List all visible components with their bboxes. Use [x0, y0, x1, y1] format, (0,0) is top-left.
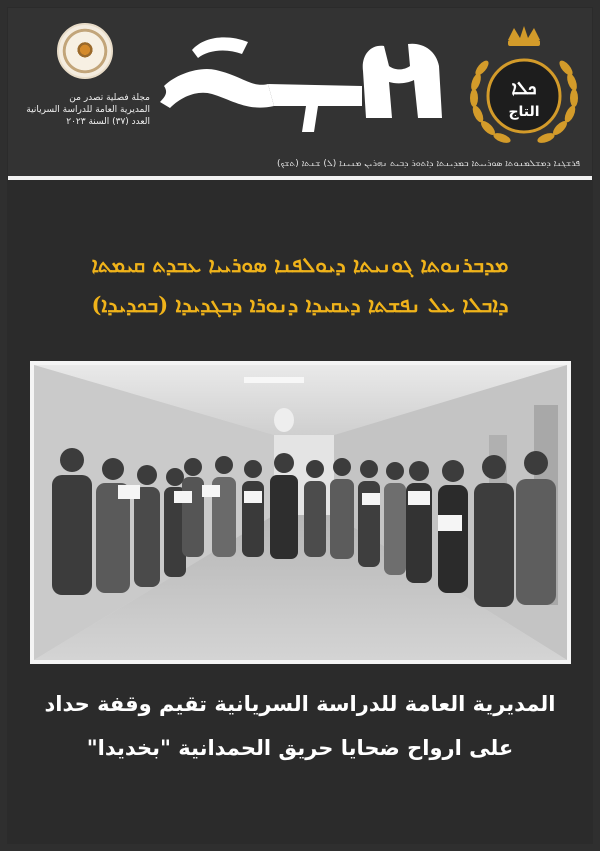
- laurel-crown-emblem: [462, 24, 586, 148]
- group-photo: [34, 365, 567, 660]
- magazine-title-logo: [156, 26, 446, 136]
- syriac-headline-line-1: ܡܕܒܪܢܘܬܐ ܓܘܢܝܬܐ ܕܝܘܠܦܢܐ ܣܘܪܝܝܐ ܥܒܕܬ ܩܝܡܬܐ: [91, 252, 509, 277]
- caption-line-2: على ارواح ضحايا حريق الحمدانية "بخديدا": [86, 736, 514, 760]
- seal-emblem-icon: [73, 39, 97, 63]
- syriac-headline-line-2: ܕܐܒܠܐ ܥܠ ܢܦܫܬܐ ܕܝܩܝܕܐ ܕܢܘܪܐ ܕܒܓܕܝܕܐ (ܒܟܕܝܕܐ): [91, 292, 509, 317]
- masthead-strip: ܦܪܫܓܢܐ ܕܡܫܠܡܢܘܬܐ ܣܘܪܝܝܬܐ ܒܡܕܝܢܬܐ ܕܐܬܘܪ ܕܒܝܬ ܢܗܪܝܢ ܡܢܝܢܐ (ܠ) ܫܢܬܐ (ܬܫܟ): [277, 159, 580, 169]
- laurel-arabic-text: التاج: [508, 104, 540, 120]
- photo-frame: [30, 361, 571, 664]
- caption-line-1: المديرية العامة للدراسة السريانية تقيم وقفة حداد: [44, 692, 556, 716]
- subtitle-line-2: المديرية العامة للدراسة السريانية: [26, 105, 150, 115]
- subtitle-line-1: مجلة فصلية تصدر من: [69, 93, 150, 103]
- laurel-syriac-text: ܟܠܐ: [511, 78, 537, 99]
- directorate-seal-icon: [57, 23, 113, 79]
- issue-line: العدد (٣٧) السنة ٢٠٢٣: [66, 117, 150, 127]
- subtitle-block: [0, 92, 150, 128]
- masthead-divider: [8, 176, 592, 180]
